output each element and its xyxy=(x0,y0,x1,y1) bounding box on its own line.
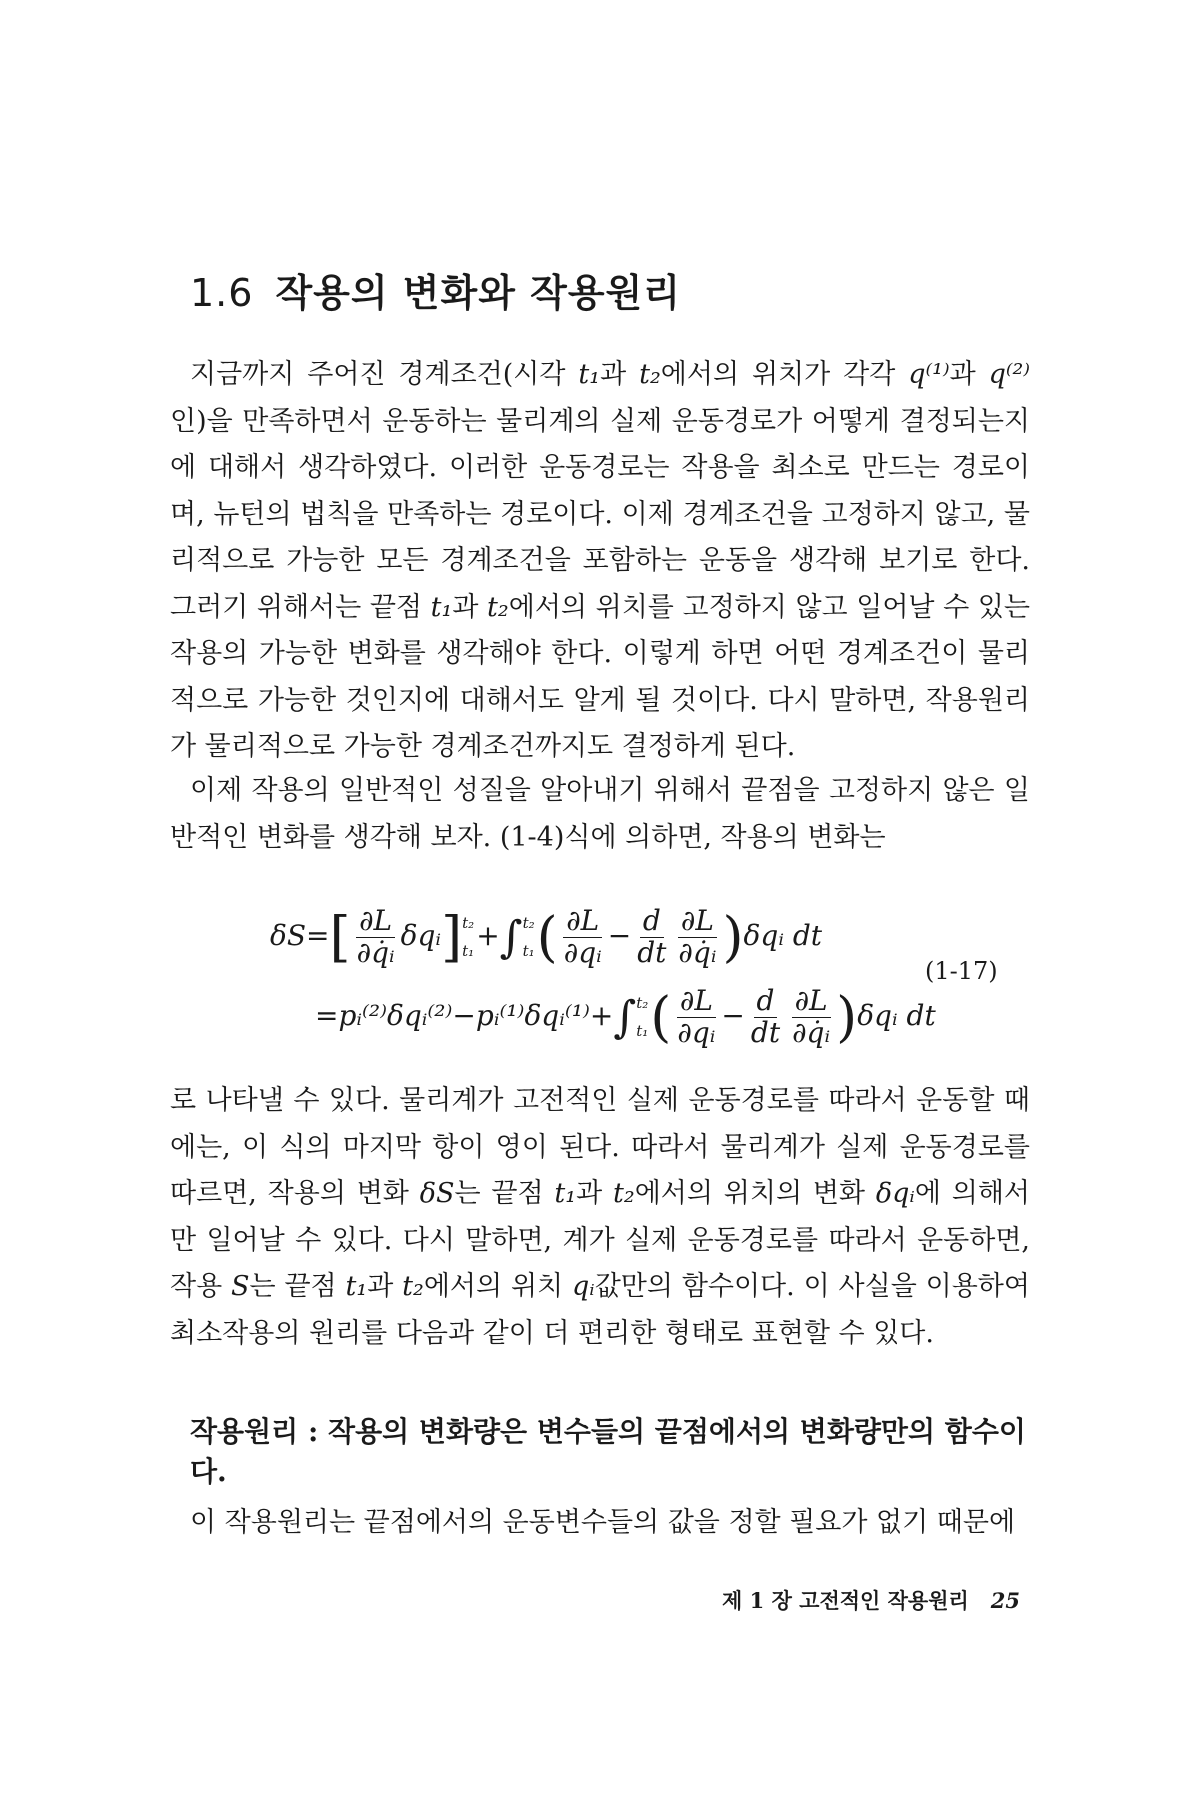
chapter-title: 제 1 장 고전적인 작용원리 xyxy=(722,1588,969,1613)
eq-fraction: $\frac{\partial L}{\text{∂qᵢ}}$ xyxy=(677,984,716,1049)
eq-fraction: $\frac{\partial L}{\text{∂q̇ᵢ}}$ xyxy=(356,904,395,969)
eq-fraction: $\frac{d}{dt}$ xyxy=(637,904,667,969)
math-t2: t₂ xyxy=(613,1178,635,1209)
paragraph-boundary-conditions xyxy=(170,352,1030,771)
text-run: 지금까지 주어진 경계조건(시각 xyxy=(190,359,579,390)
text-run: 에서의 위치를 고정하지 않고 일어날 수 있는 작용의 가능한 변화를 생각해야 한다. 이렇게 하면 어떤 경계조건이 물리적으로 가능한 것인지에 대해서도 알게 될 것이다. 다시 말하면, 작용원리가 물리적으로 가능한 경계조건까지도 결정하게 된다. xyxy=(170,591,1030,762)
eq-paren: ( xyxy=(650,985,672,1049)
text-run: 에 의해서만 일어날 수 있다. 다시 말하면, 계가 실제 운동경로를 따라서 운동하면, 작용 xyxy=(170,1178,1030,1302)
text-run: 인)을 만족하면서 운동하는 물리계의 실제 운동경로가 어떻게 결정되는지에 대해서 생각하였다. 이러한 운동경로는 작용을 최소로 만드는 경로이며, 뉴턴의 법칙을 만족하는 경로이다. 이제 경계조건을 고정하지 않고, 물리적으로 가능한 모든 경계조건을 포함하는 운동을 생각해 보기로 한다. 그러기 위해서는 끝점 xyxy=(170,405,1030,623)
math-t2: t₂ xyxy=(639,359,661,390)
eq-paren: ( xyxy=(536,905,558,969)
text-run: 에서의 위치가 각각 xyxy=(660,359,909,390)
eq-bracket: [ xyxy=(329,905,351,969)
equation-number: (1-17) xyxy=(925,957,998,985)
equation-1-17 xyxy=(235,900,1035,1060)
math-q2: q⁽²⁾ xyxy=(988,359,1030,390)
section-heading xyxy=(190,262,681,317)
eq-p1: pᵢ⁽¹⁾ xyxy=(475,998,525,1032)
eq-fraction: $\frac{\partial L}{\text{∂q̇ᵢ}}$ xyxy=(678,904,717,969)
eq-delta-q-dt: δqᵢ dt xyxy=(743,918,823,952)
equation-line-2 xyxy=(315,986,936,1049)
action-principle-statement: 작용원리 : 작용의 변화량은 변수들의 끝점에서의 변화량만의 함수이다. xyxy=(190,1415,1026,1488)
eq-bracket: ] xyxy=(441,905,463,969)
eq-minus: − xyxy=(721,998,745,1032)
section-title: 작용의 변화와 작용원리 xyxy=(275,270,681,315)
math-t1: t₁ xyxy=(345,1271,368,1302)
eq-plus: + xyxy=(476,918,500,952)
paragraph-general-variation xyxy=(170,768,1030,861)
eq-integral: ∫ xyxy=(613,991,637,1043)
text-run: 과 xyxy=(452,591,488,623)
text-run: 과 xyxy=(576,1178,614,1209)
text-run: 과 xyxy=(949,359,989,390)
eq-integral: ∫ xyxy=(499,911,523,963)
math-t2: t₂ xyxy=(402,1271,424,1302)
eq-equals: = xyxy=(306,918,330,952)
eq-minus: − xyxy=(607,918,632,952)
math-t1: t₁ xyxy=(578,359,601,390)
eq-minus: − xyxy=(452,998,476,1032)
eq-delta-q-dt: δqᵢ dt xyxy=(857,998,936,1032)
text-run: 는 끝점 xyxy=(454,1178,555,1209)
text-run: 과 xyxy=(600,359,640,390)
eq-equals: = xyxy=(315,998,339,1032)
text-run: 과 xyxy=(367,1271,403,1302)
eq-paren: ) xyxy=(722,905,744,969)
text-run: 로 나타낼 수 있다. 물리계가 고전적인 실제 운동경로를 따라서 운동할 때에는, 이 식의 마지막 항이 영이 된다. 따라서 물리계가 실제 운동경로를 따르면, 작용의 변화 xyxy=(170,1085,1030,1209)
text-run: 에서의 위치의 변화 xyxy=(634,1178,876,1209)
math-s: S xyxy=(231,1271,250,1302)
paragraph-text: 이제 작용의 일반적인 성질을 알아내기 위해서 끝점을 고정하지 않은 일반적인 변화를 생각해 보자. (1-4)식에 의하면, 작용의 변화는 xyxy=(170,775,1030,853)
eq-delta-s: δS xyxy=(270,918,307,952)
eq-dq1: δqᵢ⁽¹⁾ xyxy=(524,998,590,1032)
eq-p2: pᵢ⁽²⁾ xyxy=(338,998,388,1032)
eq-limits: t₂ t₁ xyxy=(522,913,535,961)
math-delta-s: δS xyxy=(419,1178,455,1209)
math-delta-q: δqᵢ xyxy=(875,1178,915,1209)
eq-plus: + xyxy=(589,998,614,1032)
paragraph-endpoint-dependence xyxy=(170,1078,1030,1357)
text-run: 는 끝점 xyxy=(249,1271,346,1302)
page-number: 25 xyxy=(990,1588,1020,1613)
eq-limits: t₂ t₁ xyxy=(462,913,475,961)
eq-fraction: $\frac{\partial L}{\text{∂q̇ᵢ}}$ xyxy=(792,984,831,1049)
eq-dq2: δqᵢ⁽²⁾ xyxy=(387,998,453,1032)
equation-line-1 xyxy=(270,906,822,969)
math-q1: q⁽¹⁾ xyxy=(908,359,950,390)
text-run: 에서의 위치 xyxy=(423,1271,572,1302)
paragraph-text: 이 작용원리는 끝점에서의 운동변수들의 값을 정할 필요가 없기 때문에 xyxy=(190,1507,1016,1538)
running-footer xyxy=(640,1585,1020,1615)
eq-limits: t₂ t₁ xyxy=(636,993,649,1041)
math-t2: t₂ xyxy=(487,591,509,623)
eq-paren: ) xyxy=(836,985,858,1049)
eq-delta-q: δqᵢ xyxy=(400,918,442,952)
text-run: 값만의 함수이다. 이 사실을 이용하여 최소작용의 원리를 다음과 같이 더 편리한 형태로 표현할 수 있다. xyxy=(170,1271,1030,1349)
math-q: qᵢ xyxy=(571,1271,595,1302)
eq-fraction: $\frac{d}{dt}$ xyxy=(750,984,781,1049)
math-t1: t₁ xyxy=(554,1178,577,1209)
section-number: 1.6 xyxy=(190,271,254,315)
paragraph-continuation xyxy=(170,1500,1030,1547)
math-t1: t₁ xyxy=(430,591,453,623)
eq-fraction: $\frac{\partial L}{\text{∂qᵢ}}$ xyxy=(563,904,602,969)
